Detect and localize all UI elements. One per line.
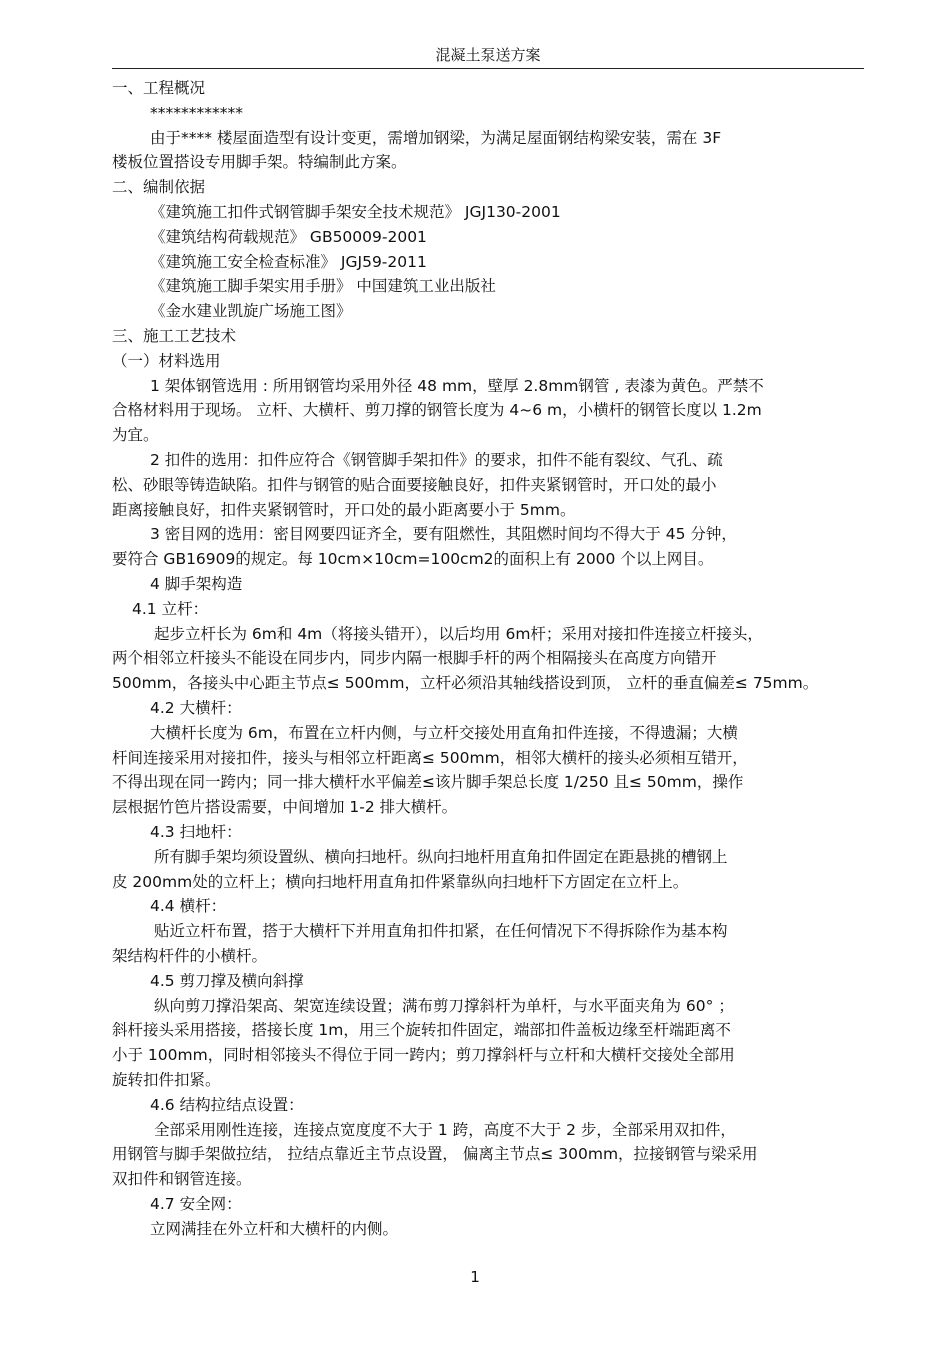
text-line: 距离接触良好，扣件夹紧钢管时，开口处的最小距离要小于 5mm。 — [112, 500, 576, 519]
text-line: 双扣件和钢管连接。 — [112, 1170, 252, 1189]
text-line: 4.6 结构拉结点设置： — [150, 1095, 304, 1114]
text-line: 三、施工工艺技术 — [112, 327, 237, 345]
text-line: 3 密目网的选用：密目网要四证齐全，要有阻燃性，其阻燃时间均不得大于 45 分钟， — [150, 525, 737, 544]
text-line: 皮 200mm处的立杆上；横向扫地杆用直角扣件紧靠纵向扫地杆下方固定在立杆上。 — [112, 872, 689, 891]
text-line: 2 扣件的选用：扣件应符合《钢管脚手架扣件》的要求，扣件不能有裂纹、气孔、疏 — [150, 451, 723, 469]
page-header-title: 混凝土泵送方案 — [435, 46, 541, 64]
text-line: 小于 100mm，同时相邻接头不得位于同一跨内；剪刀撑斜杆与立杆和大横杆交接处全部用 — [112, 1046, 735, 1065]
page-number: 1 — [470, 1268, 480, 1286]
text-line: 两个相邻立杆接头不能设在同步内，同步内隔一根脚手杆的两个相隔接头在高度方向错开 — [112, 649, 717, 668]
text-line: 楼板位置搭设专用脚手架。特编制此方案。 — [112, 153, 407, 172]
text-line: 纵向剪刀撑沿架高、架宽连续设置；满布剪刀撑斜杆为单杆，与水平面夹角为 60° ； — [154, 996, 734, 1015]
text-line: 全部采用刚性连接，连接点宽度度不大于 1 跨，高度不大于 2 步，全部采用双扣件， — [154, 1120, 736, 1139]
text-line: 《建筑施工安全检查标准》 JGJ59-2011 — [150, 252, 427, 271]
text-line: 贴近立杆布置，搭于大横杆下并用直角扣件扣紧，在任何情况下不得拆除作为基本构 — [154, 922, 728, 941]
text-line: 用钢管与脚手架做拉结， 拉结点靠近主节点设置， 偏离主节点≤ 300mm，拉接钢管与梁采用 — [112, 1145, 758, 1164]
text-line: 由于**** 楼屋面造型有设计变更，需增加钢梁，为满足屋面钢结构梁安装，需在 3F — [150, 128, 722, 147]
text-line: 4.5 剪刀撑及横向斜撑 — [150, 971, 304, 990]
text-line: 《建筑施工脚手架实用手册》 中国建筑工业出版社 — [150, 277, 496, 296]
text-line: 二、编制依据 — [112, 178, 206, 197]
text-line: 杆间连接采用对接扣件，接头与相邻立杆距离≤ 500mm，相邻大横杆的接头必须相互错开， — [112, 748, 748, 767]
text-line: 立网满挂在外立杆和大横杆的内侧。 — [150, 1219, 399, 1238]
text-line: 4 脚手架构造 — [150, 575, 243, 593]
text-line: （一）材料选用 — [112, 351, 221, 370]
header-divider — [112, 68, 864, 69]
text-line: 合格材料用于现场。 立杆、大横杆、剪刀撑的钢管长度为 4~6 m，小横杆的钢管长度以 1.2m — [112, 401, 762, 420]
text-line: 500mm，各接头中心距主节点≤ 500mm，立杆必须沿其轴线搭设到顶， 立杆的垂直偏差≤ 75mm。 — [112, 674, 819, 693]
text-line: 4.3 扫地杆： — [150, 823, 242, 841]
text-line: ************ — [150, 103, 243, 122]
text-line: 4.1 立杆： — [132, 599, 209, 618]
text-line: 斜杆接头采用搭接，搭接长度 1m，用三个旋转扣件固定，端部扣件盖板边缘至杆端距离不 — [112, 1021, 731, 1040]
text-line: 《建筑施工扣件式钢管脚手架安全技术规范》 JGJ130-2001 — [150, 203, 561, 221]
text-line: 层根据竹笆片搭设需要，中间增加 1-2 排大横杆。 — [112, 798, 458, 817]
text-line: 所有脚手架均须设置纵、横向扫地杆。纵向扫地杆用直角扣件固定在距悬挑的槽钢上 — [154, 847, 728, 866]
text-line: 起步立杆长为 6m和 4m（将接头错开），以后均用 6m杆；采用对接扣件连接立杆接头， — [154, 624, 763, 643]
text-line: 为宜。 — [112, 426, 159, 445]
text-line: 4.2 大横杆： — [150, 699, 242, 717]
text-line: 大横杆长度为 6m，布置在立杆内侧，与立杆交接处用直角扣件连接，不得遗漏；大横 — [150, 723, 738, 742]
text-line: 架结构杆件的小横杆。 — [112, 947, 268, 965]
text-line: 不得出现在同一跨内；同一排大横杆水平偏差≤该片脚手架总长度 1/250 且≤ 50mm，操作 — [112, 773, 744, 792]
text-line: 一、工程概况 — [112, 79, 206, 97]
text-line: 松、砂眼等铸造缺陷。扣件与钢管的贴合面要接触良好，扣件夹紧钢管时，开口处的最小 — [112, 475, 717, 494]
text-line: 4.7 安全网： — [150, 1195, 242, 1213]
text-line: 《金水建业凯旋广场施工图》 — [150, 302, 352, 321]
text-line: 要符合 GB16909的规定。每 10cm×10cm=100cm2的面积上有 2000 个以上网目。 — [112, 550, 714, 569]
text-line: 旋转扣件扣紧。 — [112, 1071, 221, 1089]
text-line: 1 架体钢管选用 : 所用钢管均采用外径 48 mm，壁厚 2.8mm钢管 , 表漆为黄色。严禁不 — [150, 376, 764, 395]
text-line: 《建筑结构荷载规范》 GB50009-2001 — [150, 227, 427, 246]
text-line: 4.4 横杆： — [150, 897, 227, 916]
